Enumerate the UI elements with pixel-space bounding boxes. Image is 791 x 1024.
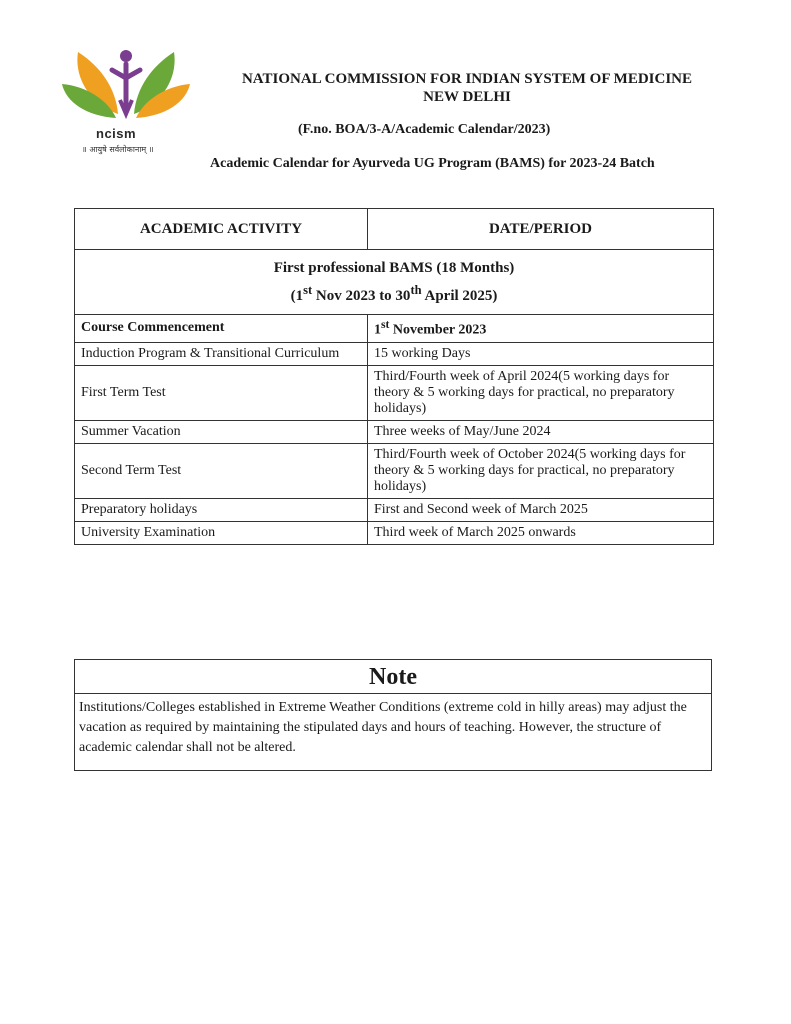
period-cell: First and Second week of March 2025 <box>368 498 714 521</box>
note-box <box>74 659 712 771</box>
logo-motto: ॥ आयुषे सर्वलोकानाम् ॥ <box>82 145 154 154</box>
section-title: First professional BAMS (18 Months) <box>273 260 515 276</box>
period-cell: Third week of March 2025 onwards <box>368 521 714 544</box>
activity-cell: Summer Vacation <box>75 420 368 443</box>
period-cell: Third/Fourth week of October 2024(5 working days for theory & 5 working days for practical, no preparatory holidays) <box>368 443 714 498</box>
section-dates: (1st Nov 2023 to 30th April 2025) <box>290 283 498 304</box>
period-cell: Three weeks of May/June 2024 <box>368 420 714 443</box>
header-activity: ACADEMIC ACTIVITY <box>75 209 368 250</box>
file-number: (F.no. BOA/3-A/Academic Calendar/2023) <box>298 122 551 137</box>
header-period: DATE/PERIOD <box>368 209 714 250</box>
table-row <box>75 443 714 498</box>
table-header-row <box>75 209 714 250</box>
note-text: Institutions/Colleges established in Extreme Weather Conditions (extreme cold in hilly areas) may adjust the vacation as required by maintaining the stipulated days and hours of teaching. However, the structure of academic calendar shall not be altered. <box>79 700 687 755</box>
period-cell: 1st November 2023 <box>368 315 714 343</box>
organization-city: NEW DELHI <box>423 89 511 105</box>
table-row <box>75 498 714 521</box>
activity-cell: Course Commencement <box>75 315 368 343</box>
section-row <box>75 250 714 315</box>
ncism-logo <box>60 44 192 162</box>
activity-cell: University Examination <box>75 521 368 544</box>
table-row <box>75 315 714 343</box>
table-row <box>75 342 714 365</box>
logo-wordmark: ncism <box>96 126 137 141</box>
period-cell: 15 working Days <box>368 342 714 365</box>
note-title: Note <box>75 660 711 694</box>
table-row <box>75 365 714 420</box>
section-cell <box>75 250 714 315</box>
organization-name: NATIONAL COMMISSION FOR INDIAN SYSTEM OF MEDICINE <box>241 71 693 87</box>
activity-cell: Second Term Test <box>75 443 368 498</box>
table-row <box>75 521 714 544</box>
activity-cell: Induction Program & Transitional Curriculum <box>75 342 368 365</box>
academic-calendar-table <box>74 208 714 545</box>
table-row <box>75 420 714 443</box>
activity-cell: First Term Test <box>75 365 368 420</box>
organization-title <box>222 70 712 106</box>
period-cell: Third/Fourth week of April 2024(5 working days for theory & 5 working days for practical, no preparatory holidays) <box>368 365 714 420</box>
activity-cell: Preparatory holidays <box>75 498 368 521</box>
calendar-title: Academic Calendar for Ayurveda UG Program (BAMS) for 2023-24 Batch <box>210 156 655 171</box>
